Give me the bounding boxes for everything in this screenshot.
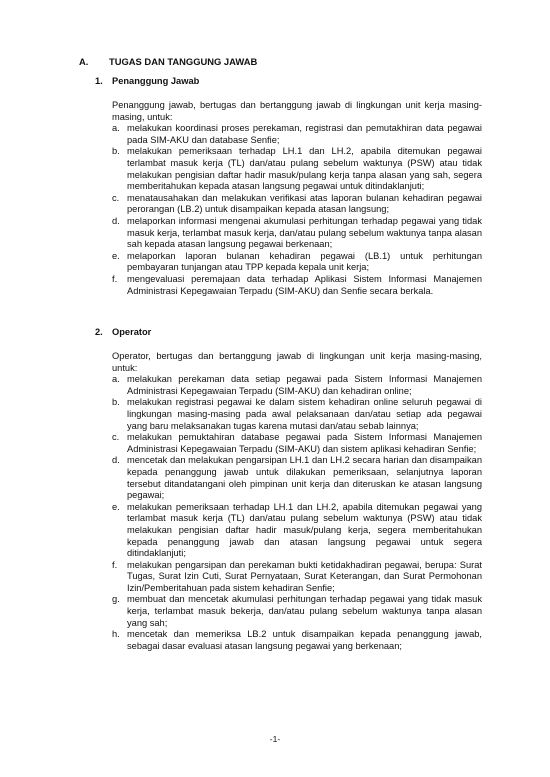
subsection-intro: Penanggung jawab, bertugas dan bertanggung jawab di lingkungan unit kerja masing- masing, untuk: [112,100,482,122]
section-title: TUGAS DAN TANGGUNG JAWAB [109,56,258,67]
subsection-heading-1 [95,76,199,88]
list-item: f. melakukan pengarsipan dan perekaman bukti ketidakhadiran pegawai, berupa: Surat Tugas, Surat Izin Cuti, Surat Pernyataan, Surat Keterangan, dan Surat Permohonan Izin/Pemberitahuan pada sistem kehadiran Senfie; [112,559,482,593]
subsection-body-1 [112,100,482,297]
duty-list [112,374,482,652]
list-item: a. melakukan koordinasi proses perekaman, registrasi dan pemutakhiran data pegawai pada SIM-AKU dan database Senfie; [112,123,482,145]
subsection-heading-2 [95,327,151,339]
list-item: e. melaporkan laporan bulanan kehadiran pegawai (LB.1) untuk perhitungan pembayaran tunjangan atau TPP kepada kepala unit kerja; [112,250,482,273]
subsection-number: 2. [95,327,103,337]
list-item: b. melakukan registrasi pegawai ke dalam sistem kehadiran online seluruh pegawai di lingkungan masing-masing pada awal pelaksanaan dan/atau setiap ada pegawai yang baru melaksanakan tugas karena mutasi dan/atau sebab lainnya; [112,397,482,431]
subsection-number: 1. [95,76,103,86]
list-item: d. melaporkan informasi mengenai akumulasi perhitungan terhadap pegawai yang tidak masuk kerja, terlambat masuk kerja, dan/atau pulang sebelum waktunya tanpa alasan sah kepada atasan langsung pegawai berkenaan; [112,215,482,250]
subsection-title: Operator [112,327,152,337]
list-item: f. mengevaluasi peremajaan data terhadap Aplikasi Sistem Informasi Manajemen Administrasi Kepegawaian Terpadu (SIM-AKU) dan Senfie secara berkala. [112,273,482,296]
duty-list [112,123,482,297]
list-item: d. mencetak dan melakukan pengarsipan LH.1 dan LH.2 secara harian dan disampaikan kepada penanggung jawab untuk dilakukan pemeriksaan, selanjutnya laporan tersebut ditandatangani oleh pimpinan unit kerja dan diteruskan ke atasan langsung pegawai; [112,455,482,501]
list-item: c. melakukan pemuktahiran database pegawai pada Sistem Informasi Manajemen Administrasi Kepegawaian Terpadu (SIM-AKU) dan sistem aplikasi kehadiran Senfie; [112,432,482,454]
subsection-title: Penanggung Jawab [112,76,200,86]
list-item: g. membuat dan mencetak akumulasi perhitungan terhadap pegawai yang tidak masuk kerja, terlambat masuk bekerja, dan/atau pulang sebelum waktunya tanpa alasan yang sah; [112,594,482,628]
subsection-intro: Operator, bertugas dan bertanggung jawab di lingkungan unit kerja masing-masing, untuk: [112,351,482,373]
page-number: -1- [269,734,281,744]
list-item: a. melakukan perekaman data setiap pegawai pada Sistem Informasi Manajemen Administrasi Kepegawaian Terpadu (SIM-AKU) dan kehadiran online; [112,374,482,396]
list-item: c. menatausahakan dan melakukan verifikasi atas laporan bulanan kehadiran pegawai perorangan (LB.2) untuk disampaikan kepada atasan langsung; [112,192,482,215]
list-item: b. melakukan pemeriksaan terhadap LH.1 dan LH.2, apabila ditemukan pegawai terlambat masuk kerja (TL) dan/atau pulang sebelum waktunya (PSW) atau tidak melakukan pengisian daftar hadir masuk/pulang kerja tanpa alasan yang sah, segera memberitahukan kepada atasan langsung pegawai untuk ditindaklanjuti; [112,146,482,192]
list-item: e. melakukan pemeriksaan terhadap LH.1 dan LH.2, apabila ditemukan pegawai yang terlambat masuk kerja (TL) dan/atau pulang sebelum waktunya (PSW) atau tidak melakukan pengisian daftar hadir masuk/pulang kerja, segera memberitahukan kepada penanggung jawab dan atasan langsung pegawai untuk segera ditindaklanjuti; [112,501,482,559]
section-letter: A. [79,56,89,67]
list-item: h. mencetak dan memeriksa LB.2 untuk disampaikan kepada penanggung jawab, sebagai dasar evaluasi atasan langsung pegawai yang berkenaan; [112,629,482,651]
subsection-body-2 [112,351,482,652]
section-heading [79,56,257,68]
